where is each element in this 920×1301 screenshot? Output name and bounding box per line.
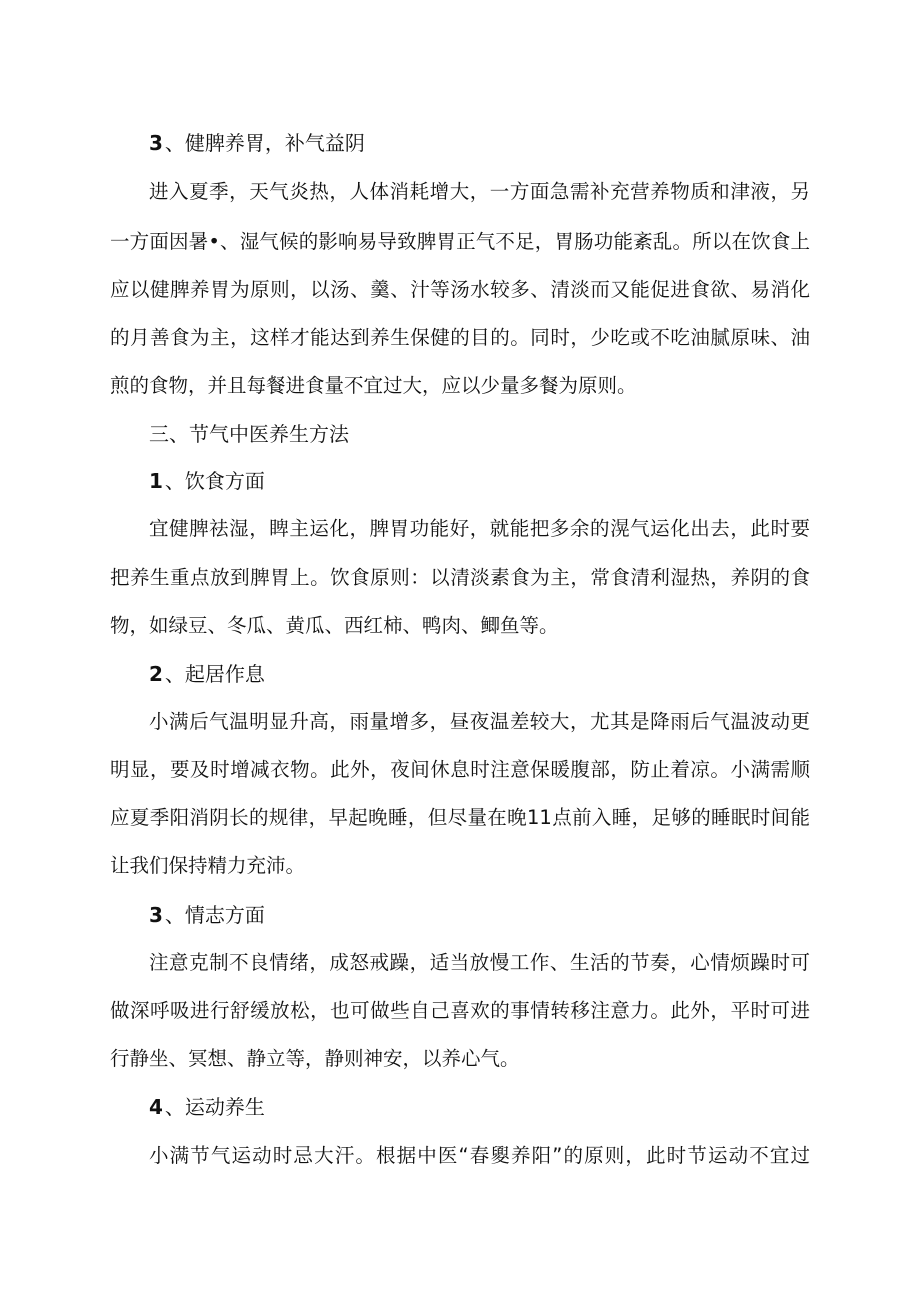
paragraph-line: 让我们保持精力充沛。	[110, 854, 306, 877]
heading-text: 、健脾养胃，补气益阴	[164, 131, 365, 155]
paragraph-line: 小满后气温明显升高，雨量增多，昼夜温差较大，尤其是降雨后气温波动更	[149, 710, 810, 733]
main-section-heading: 三、节气中医养生方法	[149, 422, 349, 446]
heading-number: 4	[149, 1095, 163, 1119]
paragraph-line: 进入夏季，天气炎热，人体消耗增大，一方面急需补充营养物质和津液，另	[149, 180, 810, 203]
paragraph-line: 煎的食物，并且每餐进食量不宜过大，应以少量多餐为原则。	[110, 374, 637, 397]
paragraph-line: 注意克制不良情绪，成怒戒躁，适当放慢工作、生活的节奏，心情烦躁时可	[149, 951, 810, 974]
heading-number: 3	[149, 131, 163, 155]
paragraph-line: 物，如绿豆、冬瓜、黄瓜、西红柿、鸭肉、鲫鱼等。	[110, 614, 559, 637]
section-heading-spleen-stomach	[149, 129, 365, 157]
paragraph-line: 的月善食为主，这样才能达到养生保健的目的。同时，少吃或不吃油腻原味、油	[110, 326, 810, 349]
heading-number: 3	[149, 903, 163, 927]
paragraph-line: 应夏季阳消阴长的规律，早起晚睡，但尽量在晚11点前入睡，足够的睡眠时间能	[110, 806, 810, 829]
heading-text: 、运动养生	[164, 1095, 265, 1119]
paragraph-line: 做深呼吸进行舒缓放松，也可做些自己喜欢的事情转移注意力。此外，平时可进	[110, 999, 810, 1022]
paragraph-line: 行静坐、冥想、静立等，静则神安，以养心气。	[110, 1047, 520, 1070]
section-heading-daily-routine	[149, 660, 265, 688]
paragraph-line: 应以健脾养胃为原则，以汤、羹、汁等汤水较多、清淡而又能促进食欲、易消化	[110, 278, 810, 301]
paragraph-line: 明显，要及时增减衣物。此外，夜间休息时注意保暖腹部，防止着凉。小满需顺	[110, 758, 810, 781]
paragraph-line: 小满节气运动时忌大汗。根据中医“春夓养阳”的原则，此时节运动不宜过	[149, 1144, 810, 1167]
heading-text: 、情志方面	[164, 903, 265, 927]
paragraph-line: 宜健脾祛湿，睥主运化，脾胃功能好，就能把多余的滉气运化出去，此时要	[149, 517, 810, 540]
heading-number: 1	[149, 469, 163, 493]
heading-text: 、起居作息	[164, 662, 265, 686]
section-heading-exercise	[149, 1093, 265, 1121]
section-heading-diet	[149, 467, 265, 495]
heading-text: 、饮食方面	[164, 469, 265, 493]
section-heading-emotions	[149, 901, 265, 929]
heading-number: 2	[149, 662, 163, 686]
paragraph-line: 把养生重点放到脾胃上。饮食原则：以清淡素食为主，常食清利湿热，养阴的食	[110, 566, 810, 589]
paragraph-line: 一方面因暑•、湿气候的影响易导致脾胃正气不足，胃肠功能紊乱。所以在饮食上	[110, 230, 810, 253]
